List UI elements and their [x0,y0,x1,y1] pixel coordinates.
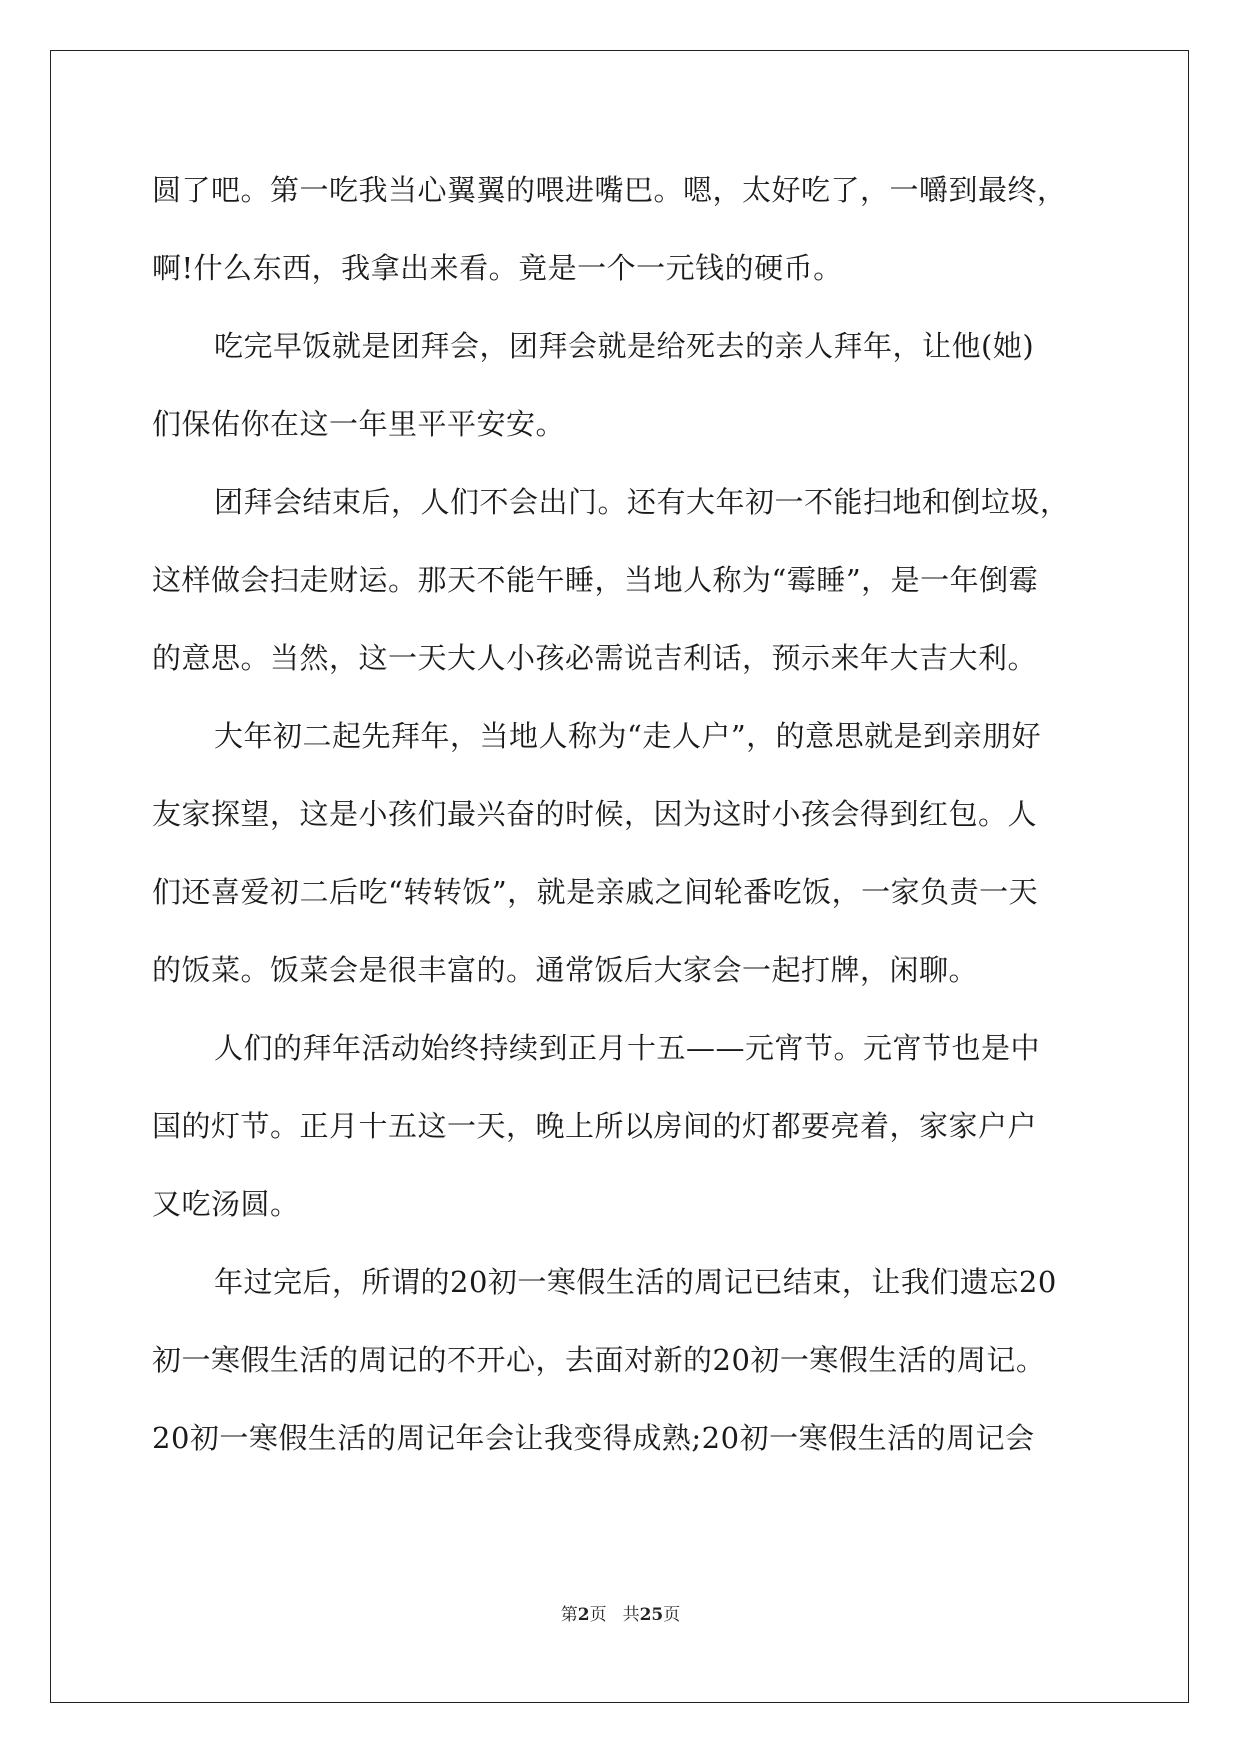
current-page-number: 2 [577,1605,590,1625]
paragraph-first-line: 年过完后，所谓的20初一寒假生活的周记已结束，让我们遗忘20 [214,1265,1057,1299]
text-line: 的意思。当然，这一天大人小孩必需说吉利话，预示来年大吉大利。 [152,641,1038,675]
paragraph-first-line: 大年初二起先拜年，当地人称为“走人户”，的意思就是到亲朋好 [214,719,1042,753]
total-page-number: 25 [639,1605,664,1625]
text-line: 圆了吧。第一吃我当心翼翼的喂进嘴巴。嗯，太好吃了，一嚼到最终， [152,173,1067,207]
text-line: 们保佑你在这一年里平平安安。 [152,407,566,441]
footer-total-prefix: 共 [622,1605,640,1625]
text-line: 友家探望，这是小孩们最兴奋的时候，因为这时小孩会得到红包。人 [152,797,1038,831]
text-line: 又吃汤圆。 [152,1187,300,1221]
footer-page-word: 页 [589,1605,607,1625]
text-line: 们还喜爱初二后吃“转转饭”，就是亲戚之间轮番吃饭，一家负责一天 [152,875,1039,909]
text-line: 20初一寒假生活的周记年会让我变得成熟;20初一寒假生活的周记会 [152,1421,1035,1455]
page-footer [0,1600,1241,1625]
paragraph-first-line: 吃完早饭就是团拜会，团拜会就是给死去的亲人拜年，让他(她) [214,329,1035,363]
paragraph-first-line: 团拜会结束后，人们不会出门。还有大年初一不能扫地和倒垃圾， [214,485,1070,519]
text-line: 这样做会扫走财运。那天不能午睡，当地人称为“霉睡”，是一年倒霉 [152,563,1039,597]
text-line: 啊!什么东西，我拿出来看。竟是一个一元钱的硬币。 [152,251,843,285]
text-line: 初一寒假生活的周记的不开心，去面对新的20初一寒假生活的周记。 [152,1343,1046,1377]
footer-total-suffix: 页 [663,1605,681,1625]
footer-prefix: 第 [560,1605,578,1625]
paragraph-first-line: 人们的拜年活动始终持续到正月十五——元宵节。元宵节也是中 [214,1031,1041,1065]
text-line: 国的灯节。正月十五这一天，晚上所以房间的灯都要亮着，家家户户 [152,1109,1038,1143]
text-line: 的饭菜。饭菜会是很丰富的。通常饭后大家会一起打牌，闲聊。 [152,953,979,987]
